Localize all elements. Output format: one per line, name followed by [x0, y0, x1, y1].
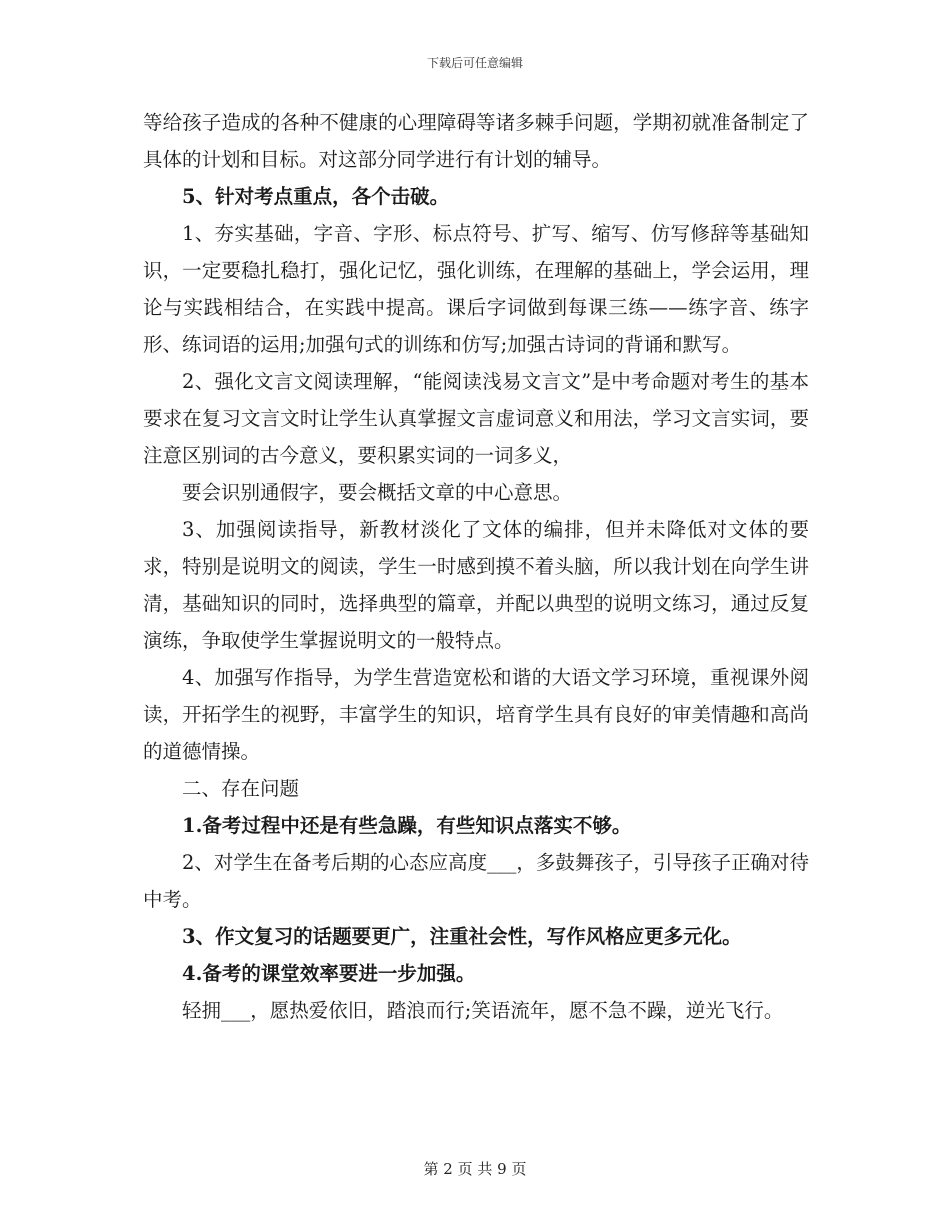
problem-item-3: 3、作文复习的话题要更广，注重社会性，写作风格应更多元化。 [182, 925, 742, 948]
page-header: 下载后可任意编辑 [426, 56, 523, 70]
problem-item-2: 2、对学生在备考后期的心态应高度___，多鼓舞孩子，引导孩子正确对待中考。 [143, 851, 809, 911]
paragraph-item-2-cont: 要会识别通假字，要会概括文章的中心意思。 [182, 481, 573, 504]
closing-paragraph: 轻拥___，愿热爱依旧，踏浪而行;笑语流年，愿不急不躁，逆光飞行。 [182, 999, 784, 1022]
section-heading-problems: 二、存在问题 [182, 777, 300, 800]
document-body [143, 104, 809, 1029]
paragraph-item-4: 4、加强写作指导，为学生营造宽松和谐的大语文学习环境，重视课外阅读，开拓学生的视野，丰富学生的知识，培育学生具有良好的审美情趣和高尚的道德情操。 [143, 666, 809, 763]
page-footer: 第 2 页 共 9 页 [423, 1160, 527, 1178]
paragraph-item-3: 3、加强阅读指导，新教材淡化了文体的编排，但并未降低对文体的要求，特别是说明文的阅读，学生一时感到摸不着头脑，所以我计划在向学生讲清，基础知识的同时，选择典型的篇章，并配以典型的说明文练习，通过反复演练，争取使学生掌握说明文的一般特点。 [143, 518, 809, 652]
paragraph-item-2: 2、强化文言文阅读理解，“能阅读浅易文言文”是中考命题对考生的基本要求在复习文言文时让学生认真掌握文言虚词意义和用法，学习文言实词，要注意区别词的古今意义，要积累实词的一词多义， [143, 370, 809, 467]
heading-point-5: 5、针对考点重点，各个击破。 [182, 185, 450, 208]
paragraph-item-1: 1、夯实基础，字音、字形、标点符号、扩写、缩写、仿写修辞等基础知识，一定要稳扎稳打，强化记忆，强化训练，在理解的基础上，学会运用，理论与实践相结合，在实践中提高。课后字词做到每课三练——练字音、练字形、练词语的运用;加强句式的训练和仿写;加强古诗词的背诵和默写。 [143, 222, 809, 356]
problem-item-4: 4.备考的课堂效率要进一步加强。 [182, 962, 476, 985]
paragraph-continuation: 等给孩子造成的各种不健康的心理障碍等诸多棘手问题，学期初就准备制定了具体的计划和目标。对这部分同学进行有计划的辅导。 [143, 111, 809, 171]
problem-item-1: 1.备考过程中还是有些急躁，有些知识点落实不够。 [182, 814, 632, 837]
